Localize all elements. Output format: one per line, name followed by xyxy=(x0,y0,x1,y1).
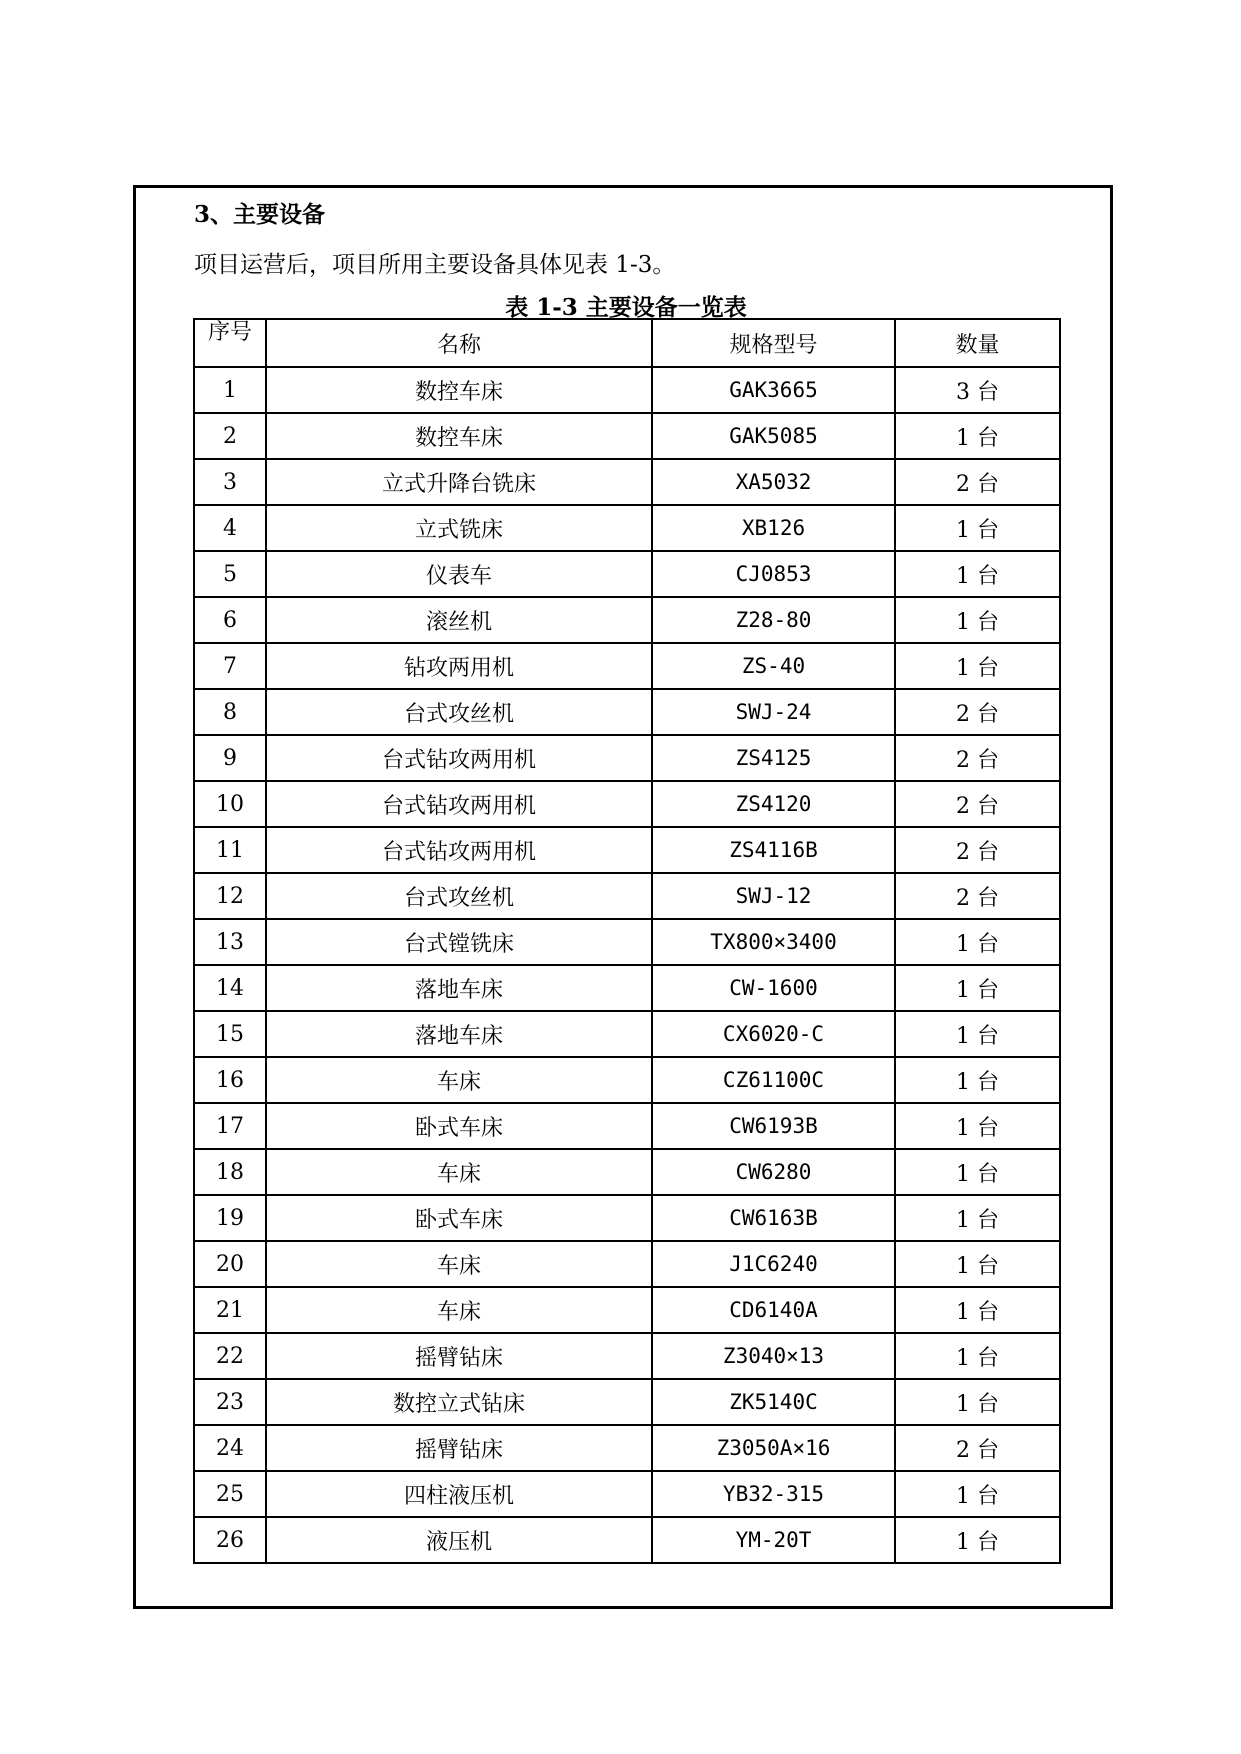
cell-seq: 17 xyxy=(194,1103,266,1149)
table-row xyxy=(194,689,1060,735)
cell-qty: 1 台 xyxy=(895,551,1060,597)
cell-name: 台式钻攻两用机 xyxy=(266,735,652,781)
cell-seq: 3 xyxy=(194,459,266,505)
table-row xyxy=(194,597,1060,643)
header-spec: 规格型号 xyxy=(652,319,895,367)
table-row xyxy=(194,505,1060,551)
table-row xyxy=(194,1517,1060,1563)
table-row xyxy=(194,1333,1060,1379)
cell-qty: 1 台 xyxy=(895,643,1060,689)
cell-qty: 1 台 xyxy=(895,1057,1060,1103)
table-row xyxy=(194,551,1060,597)
cell-spec: CW-1600 xyxy=(652,965,895,1011)
cell-seq: 15 xyxy=(194,1011,266,1057)
cell-seq: 19 xyxy=(194,1195,266,1241)
cell-qty: 2 台 xyxy=(895,1425,1060,1471)
cell-name: 四柱液压机 xyxy=(266,1471,652,1517)
table-row xyxy=(194,919,1060,965)
cell-spec: GAK3665 xyxy=(652,367,895,413)
cell-qty: 2 台 xyxy=(895,827,1060,873)
cell-name: 立式升降台铣床 xyxy=(266,459,652,505)
cell-seq: 21 xyxy=(194,1287,266,1333)
cell-qty: 1 台 xyxy=(895,1471,1060,1517)
table-row xyxy=(194,1425,1060,1471)
cell-spec: YM-20T xyxy=(652,1517,895,1563)
cell-name: 钻攻两用机 xyxy=(266,643,652,689)
cell-name: 液压机 xyxy=(266,1517,652,1563)
cell-qty: 1 台 xyxy=(895,1149,1060,1195)
table-row xyxy=(194,1149,1060,1195)
cell-name: 车床 xyxy=(266,1287,652,1333)
table-row xyxy=(194,873,1060,919)
cell-name: 立式铣床 xyxy=(266,505,652,551)
cell-name: 台式攻丝机 xyxy=(266,873,652,919)
cell-seq: 13 xyxy=(194,919,266,965)
cell-name: 台式钻攻两用机 xyxy=(266,827,652,873)
cell-seq: 25 xyxy=(194,1471,266,1517)
cell-spec: J1C6240 xyxy=(652,1241,895,1287)
cell-name: 摇臂钻床 xyxy=(266,1425,652,1471)
cell-spec: Z3050A×16 xyxy=(652,1425,895,1471)
table-caption: 表 1-3 主要设备一览表 xyxy=(505,294,747,321)
table-row xyxy=(194,965,1060,1011)
cell-name: 台式钻攻两用机 xyxy=(266,781,652,827)
table-row xyxy=(194,781,1060,827)
cell-spec: SWJ-24 xyxy=(652,689,895,735)
cell-spec: TX800×3400 xyxy=(652,919,895,965)
cell-seq: 22 xyxy=(194,1333,266,1379)
table-row xyxy=(194,735,1060,781)
table-row xyxy=(194,643,1060,689)
cell-seq: 5 xyxy=(194,551,266,597)
cell-name: 台式镗铣床 xyxy=(266,919,652,965)
cell-qty: 1 台 xyxy=(895,1195,1060,1241)
table-row xyxy=(194,1471,1060,1517)
cell-qty: 2 台 xyxy=(895,459,1060,505)
cell-qty: 1 台 xyxy=(895,1103,1060,1149)
cell-name: 车床 xyxy=(266,1057,652,1103)
equipment-table xyxy=(193,318,1061,1564)
cell-spec: CW6193B xyxy=(652,1103,895,1149)
table-body xyxy=(194,367,1060,1563)
cell-spec: CW6280 xyxy=(652,1149,895,1195)
table-row xyxy=(194,1287,1060,1333)
cell-qty: 1 台 xyxy=(895,919,1060,965)
cell-spec: Z28-80 xyxy=(652,597,895,643)
header-name: 名称 xyxy=(266,319,652,367)
cell-qty: 1 台 xyxy=(895,1287,1060,1333)
cell-seq: 24 xyxy=(194,1425,266,1471)
cell-name: 车床 xyxy=(266,1149,652,1195)
table-row xyxy=(194,1057,1060,1103)
cell-qty: 2 台 xyxy=(895,689,1060,735)
intro-paragraph: 项目运营后，项目所用主要设备具体见表 1-3。 xyxy=(194,252,676,278)
cell-seq: 1 xyxy=(194,367,266,413)
cell-spec: XA5032 xyxy=(652,459,895,505)
cell-spec: ZS4125 xyxy=(652,735,895,781)
cell-seq: 10 xyxy=(194,781,266,827)
cell-spec: CJ0853 xyxy=(652,551,895,597)
table-row xyxy=(194,1241,1060,1287)
cell-name: 落地车床 xyxy=(266,1011,652,1057)
table-row xyxy=(194,413,1060,459)
cell-name: 卧式车床 xyxy=(266,1103,652,1149)
cell-name: 数控立式钻床 xyxy=(266,1379,652,1425)
cell-name: 车床 xyxy=(266,1241,652,1287)
cell-qty: 2 台 xyxy=(895,781,1060,827)
cell-spec: ZK5140C xyxy=(652,1379,895,1425)
cell-qty: 1 台 xyxy=(895,505,1060,551)
cell-spec: YB32-315 xyxy=(652,1471,895,1517)
cell-name: 数控车床 xyxy=(266,367,652,413)
cell-spec: ZS-40 xyxy=(652,643,895,689)
cell-spec: GAK5085 xyxy=(652,413,895,459)
cell-qty: 1 台 xyxy=(895,1011,1060,1057)
cell-qty: 1 台 xyxy=(895,1517,1060,1563)
cell-qty: 1 台 xyxy=(895,1241,1060,1287)
cell-seq: 9 xyxy=(194,735,266,781)
cell-spec: XB126 xyxy=(652,505,895,551)
cell-spec: CZ61100C xyxy=(652,1057,895,1103)
cell-seq: 11 xyxy=(194,827,266,873)
cell-name: 落地车床 xyxy=(266,965,652,1011)
cell-name: 滚丝机 xyxy=(266,597,652,643)
header-seq: 序号 xyxy=(194,319,266,367)
cell-seq: 6 xyxy=(194,597,266,643)
cell-seq: 12 xyxy=(194,873,266,919)
cell-spec: CW6163B xyxy=(652,1195,895,1241)
cell-seq: 16 xyxy=(194,1057,266,1103)
header-qty: 数量 xyxy=(895,319,1060,367)
cell-seq: 20 xyxy=(194,1241,266,1287)
cell-name: 摇臂钻床 xyxy=(266,1333,652,1379)
cell-spec: ZS4116B xyxy=(652,827,895,873)
table-header-row xyxy=(194,319,1060,367)
cell-name: 数控车床 xyxy=(266,413,652,459)
cell-spec: Z3040×13 xyxy=(652,1333,895,1379)
table-row xyxy=(194,827,1060,873)
cell-name: 仪表车 xyxy=(266,551,652,597)
cell-seq: 18 xyxy=(194,1149,266,1195)
table-row xyxy=(194,459,1060,505)
section-heading: 3、主要设备 xyxy=(194,201,326,228)
cell-qty: 3 台 xyxy=(895,367,1060,413)
cell-qty: 1 台 xyxy=(895,597,1060,643)
cell-seq: 7 xyxy=(194,643,266,689)
cell-seq: 4 xyxy=(194,505,266,551)
cell-qty: 1 台 xyxy=(895,965,1060,1011)
cell-spec: CX6020-C xyxy=(652,1011,895,1057)
cell-spec: SWJ-12 xyxy=(652,873,895,919)
cell-seq: 26 xyxy=(194,1517,266,1563)
table-row xyxy=(194,1011,1060,1057)
cell-qty: 2 台 xyxy=(895,735,1060,781)
cell-spec: CD6140A xyxy=(652,1287,895,1333)
table-row xyxy=(194,1195,1060,1241)
table-row xyxy=(194,1379,1060,1425)
cell-qty: 1 台 xyxy=(895,1379,1060,1425)
cell-seq: 23 xyxy=(194,1379,266,1425)
cell-seq: 8 xyxy=(194,689,266,735)
cell-spec: ZS4120 xyxy=(652,781,895,827)
cell-name: 卧式车床 xyxy=(266,1195,652,1241)
cell-qty: 2 台 xyxy=(895,873,1060,919)
table-row xyxy=(194,367,1060,413)
cell-seq: 2 xyxy=(194,413,266,459)
cell-qty: 1 台 xyxy=(895,1333,1060,1379)
cell-qty: 1 台 xyxy=(895,413,1060,459)
cell-name: 台式攻丝机 xyxy=(266,689,652,735)
cell-seq: 14 xyxy=(194,965,266,1011)
table-row xyxy=(194,1103,1060,1149)
